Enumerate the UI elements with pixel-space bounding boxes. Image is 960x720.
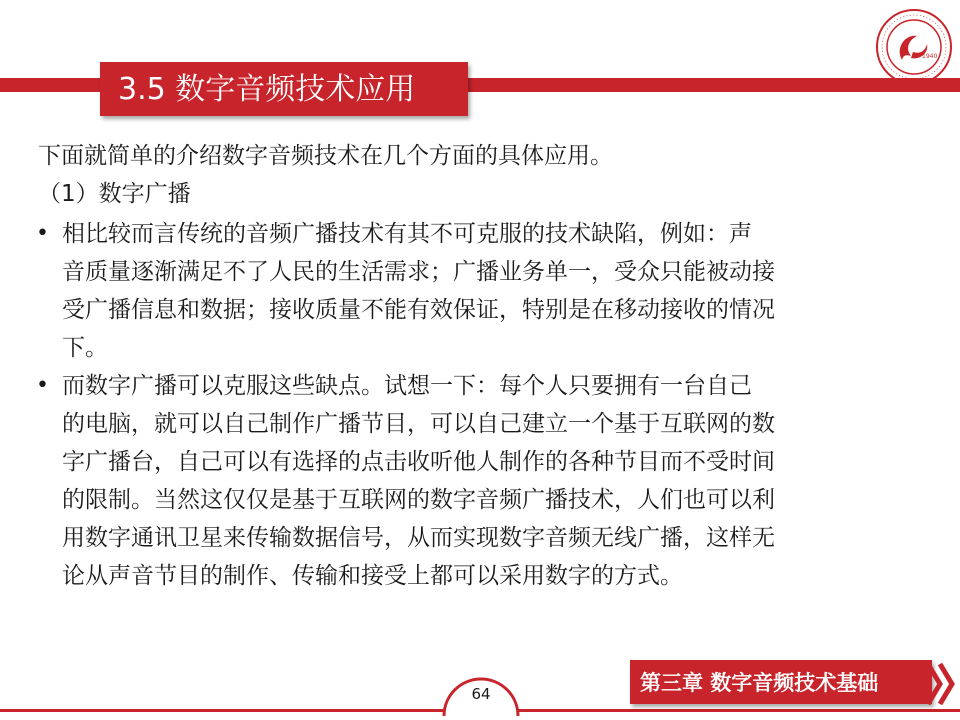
page-number: 64	[471, 685, 491, 703]
bullet-1-line-4: 下。	[62, 335, 108, 361]
chapter-label: 第三章 数字音频技术基础	[640, 671, 879, 695]
university-seal-icon	[875, 8, 953, 86]
bullet-1-line-2: 音质量逐渐满足不了人民的生活需求；广播业务单一，受众只能被动接	[62, 259, 775, 285]
bullet-2-line-5: 用数字通讯卫星来传输数据信号，从而实现数字音频无线广播，这样无	[62, 525, 775, 551]
bullet-marker: •	[36, 373, 49, 398]
bullet-2-line-3: 字广播台，自己可以有选择的点击收听他人制作的各种节目而不受时间	[62, 449, 775, 475]
chevron-right-icon	[924, 660, 960, 708]
bullet-1-line-3: 受广播信息和数据；接收质量不能有效保证，特别是在移动接收的情况	[62, 297, 775, 323]
bullet-2-line-1: 而数字广播可以克服这些缺点。试想一下：每个人只要拥有一台自己	[62, 373, 752, 399]
bullet-2-line-2: 的电脑，就可以自己制作广播节目，可以自己建立一个基于互联网的数	[62, 411, 775, 437]
slide-title: 3.5 数字音频技术应用	[118, 72, 416, 107]
bullet-2-line-6: 论从声音节目的制作、传输和接受上都可以采用数字的方式。	[62, 563, 683, 589]
bullet-marker: •	[36, 221, 49, 246]
intro-text: 下面就简单的介绍数字音频技术在几个方面的具体应用。	[38, 143, 613, 169]
bullet-2-line-4: 的限制。当然这仅仅是基于互联网的数字音频广播技术，人们也可以利	[62, 487, 775, 513]
bullet-1-line-1: 相比较而言传统的音频广播技术有其不可克服的技术缺陷，例如：声	[62, 221, 752, 247]
seal-year: 1940	[922, 53, 938, 60]
subheading: （1）数字广播	[38, 181, 191, 207]
